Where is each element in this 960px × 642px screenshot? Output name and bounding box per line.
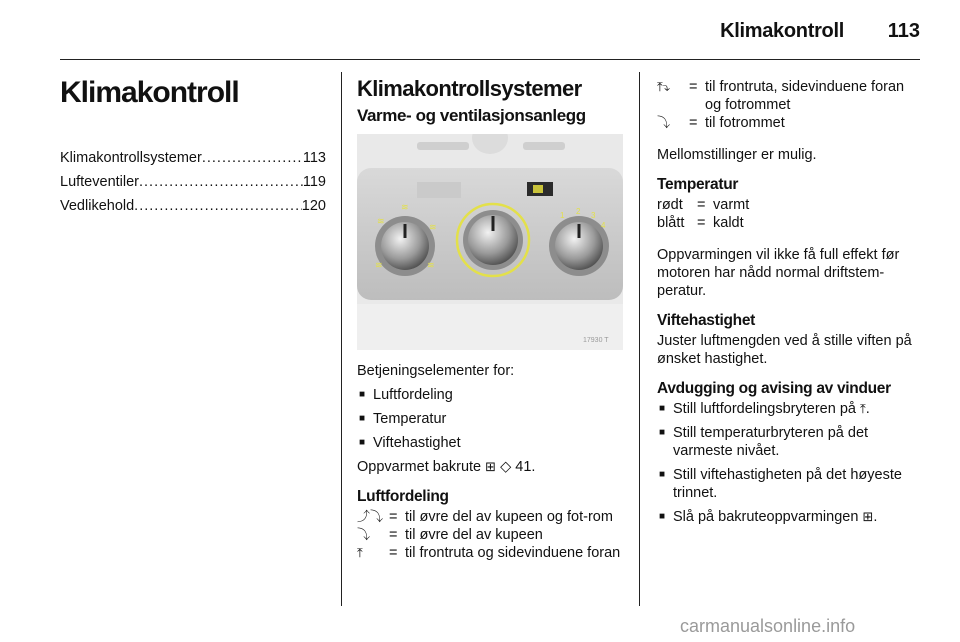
column-1	[60, 72, 326, 218]
climate-control-panel-image	[357, 134, 623, 350]
page-ref-link[interactable]: 41.	[515, 459, 536, 475]
fan-speed-heading: Viftehastighet	[657, 312, 756, 329]
toc-entry[interactable]	[60, 194, 326, 218]
watermark: carmanualsonline.info	[680, 616, 856, 636]
toc-entry[interactable]	[60, 146, 326, 170]
heating-note: Oppvarmingen vil ikke få full effekt før motoren har nådd normal driftstem-peratur.	[657, 247, 900, 299]
def-row: ⤒ = til frontruta og sidevinduene foran	[357, 545, 621, 561]
def-row: ⤴⤵ = til øvre del av kupeen og fot-rom	[357, 509, 613, 525]
air-distribution-defs	[357, 508, 623, 562]
defog-heading: Avdugging og avising av vinduer	[657, 380, 891, 397]
rear-heat-ref: Oppvarmet bakrute ⊞ ◇ 41.	[357, 459, 536, 475]
list-item: ■ Slå på bakruteoppvarmingen ⊞.	[659, 509, 878, 525]
header-rule	[60, 59, 920, 60]
svg-text:≋: ≋	[401, 202, 409, 212]
upper-airflow-icon: ⤵	[357, 527, 371, 542]
foot-airflow-icon: ⤵	[657, 115, 671, 130]
def-row: rødt = varmt	[657, 197, 750, 213]
header-title: Klimakontroll	[720, 20, 844, 42]
toc-dots	[139, 170, 303, 194]
toc-label: Klimakontrollsystemer	[60, 150, 202, 166]
toc-label: Lufteventiler	[60, 174, 139, 190]
list-item: ■ Still luftfordelingsbryteren på ⤒.	[659, 401, 870, 417]
intermediate-text: Mellomstillinger er mulig.	[657, 147, 817, 163]
column-2	[357, 72, 623, 562]
list-item: ■ Still temperaturbryteren på det varmeste nivået.	[659, 425, 869, 459]
toc-label: Vedlikehold	[60, 198, 135, 214]
fan-speed-text: Juster luftmengden ved å stille viften på ønsket hastighet.	[657, 333, 912, 367]
list-item: ■ Temperatur	[359, 411, 447, 427]
temperature-defs	[657, 196, 923, 232]
def-row: ⤵ = til øvre del av kupeen	[357, 527, 543, 543]
page-header	[60, 14, 920, 44]
section-heading: Klimakontrollsystemer	[357, 76, 582, 101]
svg-text:3: 3	[591, 211, 596, 220]
intro-text: Betjeningselementer for:	[357, 363, 515, 379]
toc-page: 120	[301, 198, 326, 214]
upper-and-foot-airflow-icon: ⤴⤵	[357, 509, 384, 524]
svg-text:≋: ≋	[429, 222, 437, 232]
windscreen-airflow-icon: ⤒	[357, 545, 363, 560]
air-distribution-heading: Luftfordeling	[357, 488, 449, 505]
toc-entry[interactable]	[60, 170, 326, 194]
svg-text:1: 1	[560, 211, 565, 220]
svg-text:2: 2	[576, 207, 581, 216]
svg-text:≋: ≋	[377, 216, 385, 226]
list-item: ■ Still viftehastigheten på det høyeste trinnet.	[659, 467, 902, 501]
windscreen-and-foot-airflow-icon: ⤒⤵	[657, 79, 671, 94]
column-divider-2	[639, 72, 640, 606]
rear-window-heat-icon: ⊞	[862, 509, 874, 524]
table-of-contents	[60, 146, 326, 218]
def-row: ⤵ = til fotrommet	[657, 115, 785, 131]
toc-dots	[202, 146, 303, 170]
air-distribution-defs-cont	[657, 78, 923, 132]
toc-page: 113	[302, 150, 326, 166]
toc-page: 119	[302, 174, 326, 190]
windscreen-airflow-icon: ⤒	[860, 401, 866, 416]
defog-list	[657, 400, 923, 526]
list-item: ■ Luftfordeling	[359, 387, 453, 403]
image-code: 17930 T	[583, 337, 609, 344]
svg-text:≋: ≋	[427, 260, 435, 270]
rear-window-heat-icon: ⊞	[485, 459, 497, 474]
temperature-heading: Temperatur	[657, 176, 739, 193]
list-item: ■ Viftehastighet	[359, 435, 461, 451]
page-ref-arrow-icon: ◇	[500, 459, 512, 475]
column-divider-1	[341, 72, 342, 606]
svg-text:4: 4	[601, 221, 606, 230]
svg-text:≋: ≋	[375, 260, 383, 270]
def-row: blått = kaldt	[657, 215, 744, 231]
page-number: 113	[887, 20, 920, 42]
column-3	[657, 72, 923, 532]
chapter-title: Klimakontroll	[60, 76, 239, 109]
subsection-heading: Varme- og ventilasjonsanlegg	[357, 106, 586, 125]
def-row: ⤒⤵ = til frontruta, sidevinduene foran og fotrommet	[657, 79, 905, 113]
controls-list	[357, 386, 623, 452]
toc-dots	[134, 194, 302, 218]
